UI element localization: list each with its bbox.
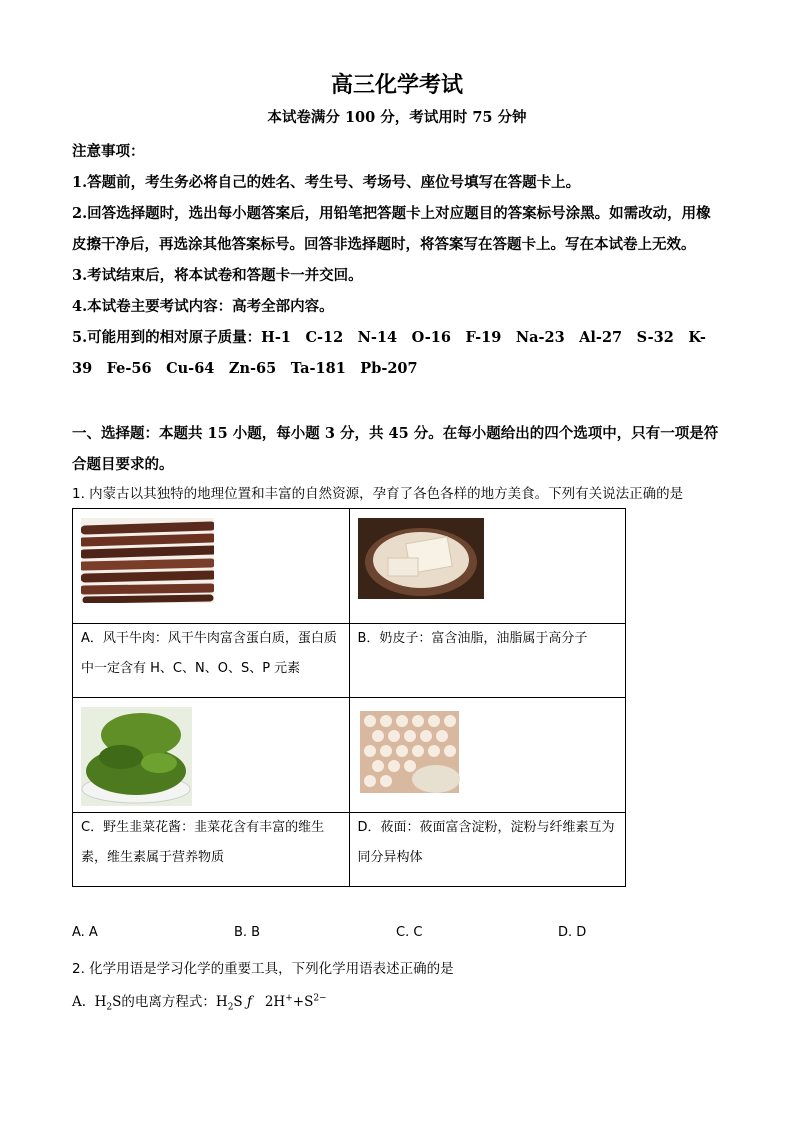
option-d-cell bbox=[349, 813, 626, 887]
note-item-3: 3.考试结束后，将本试卷和答题卡一并交回。 bbox=[72, 267, 363, 284]
question-2-option-a bbox=[72, 990, 327, 1013]
option-a-image-cell bbox=[73, 509, 350, 624]
q2-eq-sup2: 2− bbox=[313, 993, 327, 1004]
notes-heading: 注意事项： bbox=[72, 143, 145, 160]
q2-eq-left: H bbox=[215, 994, 228, 1010]
note-item-4: 4.本试卷主要考试内容：高考全部内容。 bbox=[72, 298, 334, 315]
option-d-text: D．莜面：莜面富含淀粉，淀粉与纤维素互为同分异构体 bbox=[357, 820, 615, 865]
option-b-image-cell bbox=[349, 509, 626, 624]
question-1-options-table bbox=[72, 508, 626, 887]
option-a-cell bbox=[73, 624, 350, 698]
option-c-text: C．野生韭菜花酱：韭菜花含有丰富的维生素，维生素属于营养物质 bbox=[81, 820, 325, 865]
option-c-image-cell bbox=[73, 698, 350, 813]
q2-formula-h: H bbox=[94, 994, 107, 1010]
q2-formula-s: S bbox=[112, 994, 122, 1010]
answer-choice-a[interactable]: A. A bbox=[72, 925, 98, 940]
q2-eq-arrow: ƒ bbox=[246, 994, 252, 1010]
q2-option-a-text: 的电离方程式： bbox=[121, 994, 216, 1010]
q2-eq-sup1: + bbox=[285, 993, 293, 1004]
option-a-text: A．风干牛肉：风干牛肉富含蛋白质，蛋白质中一定含有 H、C、N、O、S、P 元素 bbox=[81, 631, 337, 676]
chive-sauce-image bbox=[81, 707, 192, 806]
q2-eq-right1: 2H bbox=[264, 994, 286, 1010]
exam-title: 高三化学考试 bbox=[330, 72, 463, 98]
beef-jerky-image bbox=[81, 518, 214, 603]
question-2-stem: 2. 化学用语是学习化学的重要工具，下列化学用语表述正确的是 bbox=[72, 961, 454, 977]
oat-noodle-image bbox=[358, 707, 461, 795]
q2-option-a-label: A. bbox=[72, 994, 87, 1010]
q2-eq-s: S bbox=[233, 994, 243, 1010]
exam-subtitle: 本试卷满分 100 分，考试用时 75 分钟 bbox=[267, 109, 527, 126]
option-d-image-cell bbox=[349, 698, 626, 813]
q2-eq-sub: 2 bbox=[227, 1002, 234, 1013]
option-b-cell bbox=[349, 624, 626, 698]
notes-block bbox=[72, 136, 722, 384]
q2-eq-plus: +S bbox=[292, 994, 314, 1010]
answer-choice-b[interactable]: B. B bbox=[234, 925, 261, 940]
answer-choice-c[interactable]: C. C bbox=[396, 925, 423, 940]
note-item-5: 5.可能用到的相对原子质量：H-1 C-12 N-14 O-16 F-19 Na-23 Al-27 S-32 K-39 Fe-56 Cu-64 Zn-65 Ta-181 Pb-207 bbox=[72, 329, 706, 377]
section-text: 一、选择题：本题共 15 小题，每小题 3 分，共 45 分。在每小题给出的四个选项中，只有一项是符合题目要求的。 bbox=[72, 425, 719, 473]
option-b-text: B．奶皮子：富含油脂，油脂属于高分子 bbox=[357, 631, 588, 646]
section-heading bbox=[72, 418, 722, 480]
answer-choice-d[interactable]: D. D bbox=[558, 925, 587, 940]
note-item-2: 2.回答选择题时，选出每小题答案后，用铅笔把答题卡上对应题目的答案标号涂黑。如需改动，用橡皮擦干净后，再选涂其他答案标号。回答非选择题时，将答案写在答题卡上。写在本试卷上无效。 bbox=[72, 205, 711, 253]
question-1-stem: 1. 内蒙古以其独特的地理位置和丰富的自然资源，孕育了各色各样的地方美食。下列有关说法正确的是 bbox=[72, 486, 684, 502]
option-c-cell bbox=[73, 813, 350, 887]
q2-formula-sub: 2 bbox=[106, 1002, 113, 1013]
note-item-1: 1.答题前，考生务必将自己的姓名、考生号、考场号、座位号填写在答题卡上。 bbox=[72, 174, 581, 191]
milk-skin-image bbox=[358, 518, 484, 599]
